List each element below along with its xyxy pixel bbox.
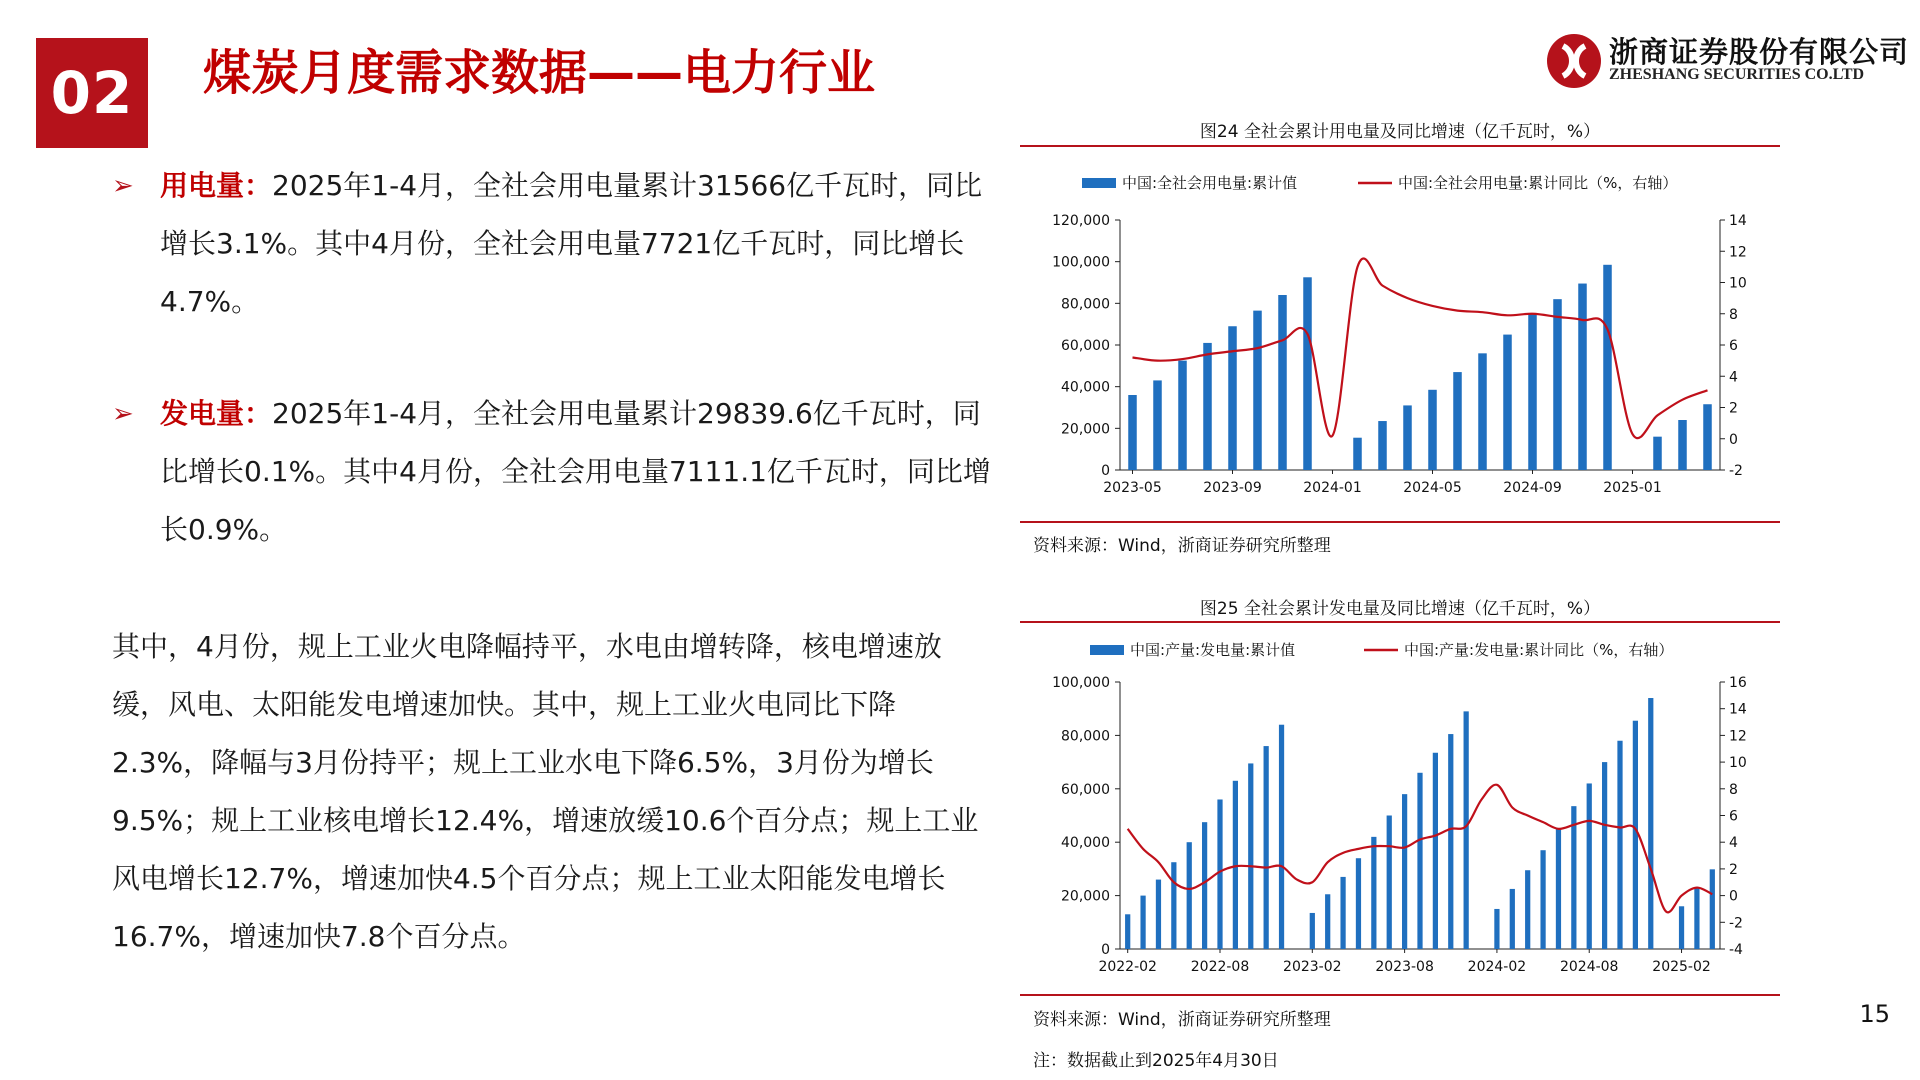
bar <box>1602 762 1607 949</box>
bar <box>1378 421 1387 470</box>
right-axis-tick-label: 8 <box>1729 306 1738 323</box>
bar <box>1503 335 1512 470</box>
right-axis-tick-label: 10 <box>1729 755 1747 772</box>
bar <box>1303 277 1312 470</box>
bar <box>1153 380 1162 470</box>
right-axis-tick-label: 6 <box>1729 808 1738 825</box>
right-axis-tick-label: 2 <box>1729 400 1738 417</box>
bar <box>1448 734 1453 949</box>
bar <box>1494 909 1499 949</box>
bar <box>1603 265 1612 470</box>
figure-25-title: 图25 全社会累计发电量及同比增速（亿千瓦时，%） <box>1199 599 1601 619</box>
logo-mark-icon <box>1545 32 1603 90</box>
bar <box>1340 877 1345 949</box>
bar <box>1310 913 1315 949</box>
x-axis-tick-label: 2023-05 <box>1103 480 1162 496</box>
left-axis-tick-label: 60,000 <box>1061 338 1110 354</box>
bar <box>1703 404 1712 470</box>
bar <box>1128 395 1137 470</box>
right-axis-tick-label: 6 <box>1729 338 1738 354</box>
bar <box>1253 311 1262 470</box>
left-axis-tick-label: 120,000 <box>1052 213 1110 229</box>
bar <box>1403 405 1412 470</box>
bar <box>1402 794 1407 949</box>
right-axis-tick-label: 14 <box>1729 213 1747 229</box>
bar <box>1678 420 1687 470</box>
bar <box>1525 870 1530 949</box>
arrow-bullet-icon: ➢ <box>112 399 134 429</box>
figure-25-bottom-rule <box>1020 994 1780 996</box>
bar <box>1417 773 1422 949</box>
left-axis-tick-label: 100,000 <box>1052 675 1110 691</box>
bar <box>1428 390 1437 470</box>
bar <box>1140 896 1145 949</box>
bar <box>1387 816 1392 950</box>
bar <box>1710 869 1715 949</box>
figure-25-note: 注：数据截止到2025年4月30日 <box>1033 1051 1279 1071</box>
bar <box>1228 326 1237 470</box>
arrow-bullet-icon: ➢ <box>112 171 134 201</box>
bar <box>1553 299 1562 470</box>
figure-24-title: 图24 全社会累计用电量及同比增速（亿千瓦时，%） <box>1199 122 1601 142</box>
bar <box>1694 888 1699 949</box>
x-axis-tick-label: 2022-08 <box>1190 959 1250 975</box>
bar <box>1633 721 1638 949</box>
bar <box>1171 862 1176 949</box>
x-axis-tick-label: 2022-02 <box>1098 959 1157 975</box>
left-axis-tick-label: 0 <box>1101 942 1110 958</box>
bar <box>1648 698 1653 949</box>
right-axis-tick-label: 4 <box>1729 835 1738 852</box>
page-title: 煤炭月度需求数据——电力行业 <box>203 45 876 101</box>
right-axis-tick-label: 4 <box>1729 369 1738 386</box>
logo-name-en: ZHESHANG SECURITIES CO.LTD <box>1609 66 1865 83</box>
legend-bar-swatch <box>1090 645 1124 655</box>
bar <box>1587 783 1592 949</box>
yoy-line <box>1133 259 1708 439</box>
bar <box>1125 914 1130 949</box>
figure-24-chart <box>1020 160 1780 520</box>
right-axis-tick-label: 12 <box>1729 728 1747 745</box>
bar <box>1510 889 1515 949</box>
right-axis-tick-label: 8 <box>1729 781 1738 798</box>
figure-24-source: 资料来源：Wind，浙商证券研究所整理 <box>1033 536 1331 556</box>
bar <box>1356 858 1361 949</box>
figure-24-bottom-rule <box>1020 521 1780 523</box>
logo-name-cn: 浙商证券股份有限公司 <box>1609 35 1910 69</box>
bullet-text: 2025年1-4月，全社会用电量累计31566亿千瓦时，同比增长3.1%。其中4月份，全社会用电量7721亿千瓦时，同比增长4.7%。 <box>160 169 983 318</box>
bar <box>1203 343 1212 470</box>
right-axis-tick-label: 0 <box>1729 431 1738 448</box>
left-axis-tick-label: 80,000 <box>1061 296 1110 313</box>
figure-24-top-rule <box>1020 145 1780 147</box>
section-number-badge <box>36 38 148 148</box>
legend-bar-label: 中国:全社会用电量:累计值 <box>1122 174 1298 192</box>
x-axis-tick-label: 2024-05 <box>1403 480 1462 496</box>
legend-line-label: 中国:全社会用电量:累计同比（%，右轴） <box>1398 174 1678 192</box>
bar <box>1679 906 1684 949</box>
bar <box>1325 894 1330 949</box>
right-axis-tick-label: 10 <box>1729 275 1747 292</box>
x-axis-tick-label: 2024-01 <box>1303 480 1362 496</box>
bar <box>1187 842 1192 949</box>
left-axis-tick-label: 100,000 <box>1052 254 1110 271</box>
x-axis-tick-label: 2024-09 <box>1503 480 1562 496</box>
bar <box>1371 837 1376 949</box>
bar <box>1248 763 1253 949</box>
left-axis-tick-label: 80,000 <box>1061 728 1110 745</box>
bar <box>1617 741 1622 949</box>
right-axis-tick-label: 14 <box>1729 701 1747 718</box>
bar <box>1433 753 1438 949</box>
bullet-power-generation <box>112 385 992 559</box>
bar <box>1540 850 1545 949</box>
bar <box>1202 822 1207 949</box>
x-axis-tick-label: 2023-08 <box>1375 959 1434 975</box>
left-axis-tick-label: 40,000 <box>1061 835 1110 852</box>
bar <box>1464 711 1469 949</box>
bar <box>1264 746 1269 949</box>
bar <box>1278 295 1287 470</box>
x-axis-tick-label: 2023-09 <box>1203 480 1262 496</box>
left-axis-tick-label: 0 <box>1101 463 1110 479</box>
right-axis-tick-label: 16 <box>1729 675 1747 691</box>
summary-paragraph: 其中，4月份，规上工业火电降幅持平，水电由增转降，核电增速放缓，风电、太阳能发电增速加快。其中，规上工业火电同比下降2.3%，降幅与3月份持平；规上工业水电下降6.5%，3月份为增长9.5%；规上工业核电增长12.4%，增速放缓10.6个百分点；规上工业风电增长12.7%，增速加快4.5个百分点；规上工业太阳能发电增长16.7%，增速加快7.8个百分点。 <box>112 630 979 953</box>
company-logo <box>1545 30 1910 90</box>
x-axis-tick-label: 2024-08 <box>1559 959 1619 975</box>
bar <box>1653 437 1662 470</box>
bar <box>1528 314 1537 470</box>
legend-line-label: 中国:产量:发电量:累计同比（%，右轴） <box>1404 641 1674 659</box>
bar <box>1578 284 1587 470</box>
bar <box>1156 880 1161 949</box>
right-axis-tick-label: 2 <box>1729 861 1738 878</box>
page-number: 15 <box>1859 1000 1890 1028</box>
bar <box>1453 372 1462 470</box>
figure-25-source: 资料来源：Wind，浙商证券研究所整理 <box>1033 1010 1331 1030</box>
left-axis-tick-label: 20,000 <box>1061 421 1110 438</box>
legend-bar-label: 中国:产量:发电量:累计值 <box>1130 641 1296 659</box>
x-axis-tick-label: 2024-02 <box>1467 959 1527 975</box>
left-axis-tick-label: 20,000 <box>1061 888 1110 905</box>
bar <box>1571 806 1576 949</box>
section-number: 02 <box>50 59 134 127</box>
right-axis-tick-label: 12 <box>1729 244 1747 261</box>
x-axis-tick-label: 2025-01 <box>1603 480 1662 496</box>
bullet-text: 2025年1-4月，全社会用电量累计29839.6亿千瓦时，同比增长0.1%。其中4月份，全社会用电量7111.1亿千瓦时，同比增长0.9%。 <box>160 397 991 546</box>
figure-25-chart <box>1020 636 1780 988</box>
bullet-label: 发电量： <box>160 397 273 430</box>
left-axis-tick-label: 40,000 <box>1061 379 1110 396</box>
bar <box>1217 799 1222 949</box>
right-axis-tick-label: 0 <box>1729 888 1738 905</box>
bullet-label: 用电量： <box>160 169 273 202</box>
right-axis-tick-label: -2 <box>1729 915 1743 932</box>
bar <box>1556 829 1561 949</box>
right-axis-tick-label: -4 <box>1729 942 1743 958</box>
bar <box>1178 361 1187 470</box>
left-axis-tick-label: 60,000 <box>1061 781 1110 798</box>
bar <box>1279 725 1284 949</box>
bar <box>1478 353 1487 470</box>
legend-bar-swatch <box>1082 178 1116 188</box>
x-axis-tick-label: 2025-02 <box>1652 959 1711 975</box>
bullet-electricity-consumption <box>112 157 992 331</box>
bar <box>1353 438 1362 470</box>
right-axis-tick-label: -2 <box>1729 463 1743 479</box>
figure-25-top-rule <box>1020 621 1780 623</box>
x-axis-tick-label: 2023-02 <box>1283 959 1342 975</box>
